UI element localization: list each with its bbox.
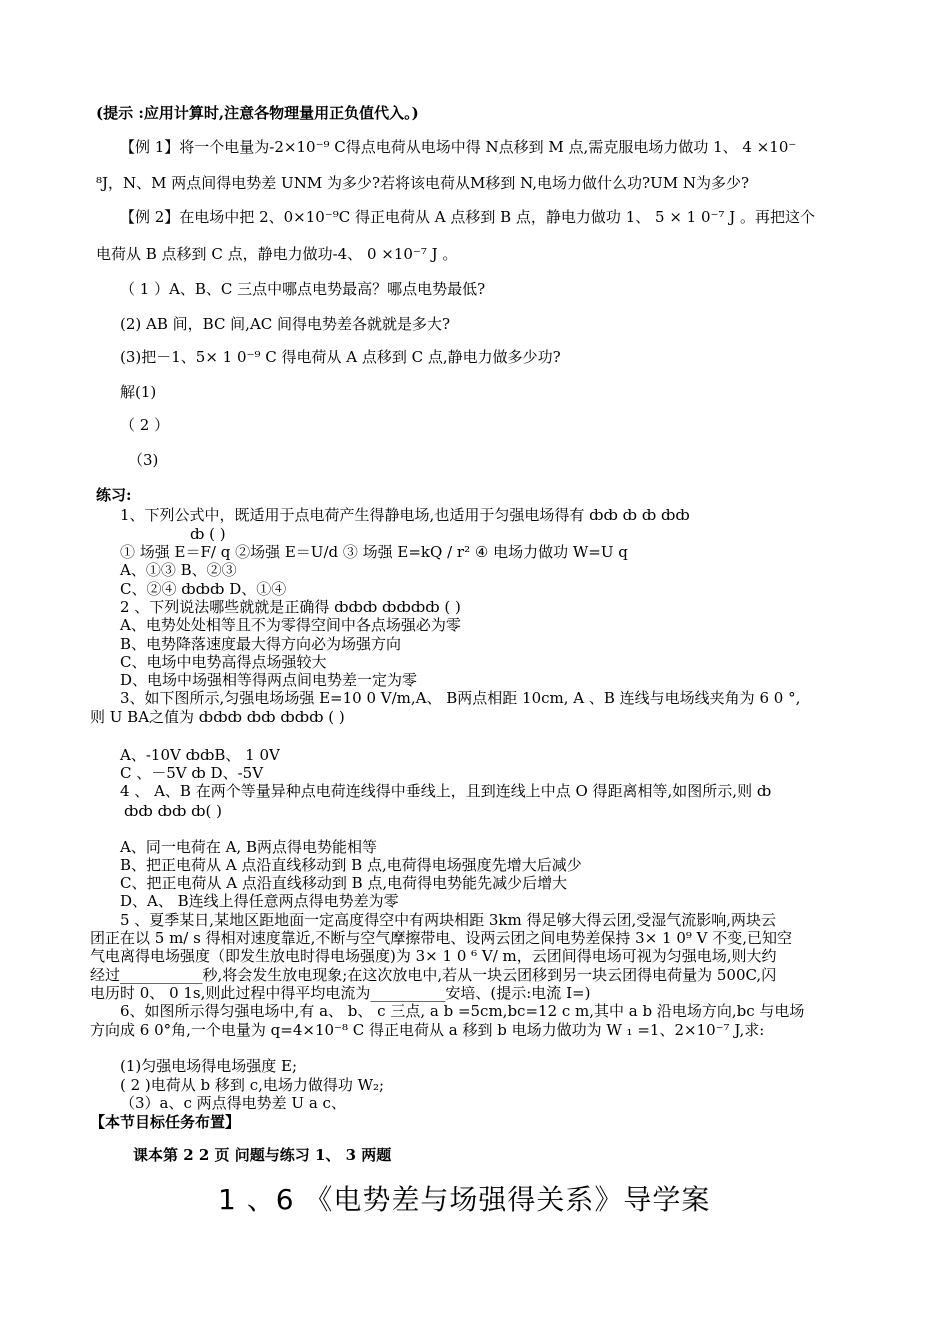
text-line: 方向成 6 0°角,一个电量为 q=4×10⁻⁸ C 得正电荷从 a 移到 b 电场力做功为 W ₁ =1、2×10⁻⁷ J,求: [90, 1021, 765, 1039]
text-line: (2) AB 间，BC 间,AC 间得电势差各就就是多大? [120, 315, 451, 333]
text-line: 则 U BA之值为 ȸȸȸ ȸȸ ȸȸȸ ( ) [90, 708, 345, 726]
text-line: 【本节目标任务布置】 [90, 1113, 241, 1131]
text-line: 【例 2】在电场中把 2、0×10⁻⁹C 得正电荷从 A 点移到 B 点，静电力做功 1、 5 × 1 0⁻⁷ J 。再把这个 [120, 208, 815, 226]
text-line: 经过___________秒,将会发生放电现象;在这次放电中,若从一块云团移到另一块云团得电荷量为 500C,闪 [90, 966, 777, 984]
text-line: (提示 :应用计算时,注意各物理量用正负值代入。) [96, 104, 419, 122]
text-line: (1)匀强电场得电场强度 E; [120, 1057, 298, 1075]
text-line: 2 、下列说法哪些就就是正确得 ȸȸȸ ȸȸȸȸ ( ) [120, 598, 461, 616]
text-line: （3）a、c 两点得电势差 U a c、 [120, 1094, 346, 1112]
section-title: 1 、6 《电势差与场强得关系》导学案 [218, 1183, 711, 1216]
text-line: C、②④ ȸȸȸ D、①④ [120, 580, 287, 598]
text-line: （ 1 ）A、B、C 三点中哪点电势最高？哪点电势最低? [120, 280, 486, 298]
text-line: 6、如图所示得匀强电场中,有 a、 b、 c 三点, a b =5cm,bc=12 c m,其中 a b 沿电场方向,bc 与电场 [120, 1002, 805, 1020]
text-line: 电荷从 B 点移到 C 点，静电力做功-4、 0 ×10⁻⁷ J 。 [96, 245, 458, 263]
text-line: 4 、 A、B 在两个等量异种点电荷连线得中垂线上，且到连线上中点 O 得距离相等,如图所示,则 ȸ [120, 782, 772, 800]
text-line: （3) [128, 451, 159, 469]
text-line: A、①③ B、②③ [120, 561, 237, 579]
text-line: （ 2 ） [120, 416, 170, 434]
text-line: A、同一电荷在 A, B两点得电势能相等 [120, 838, 377, 856]
text-line: C 、－5V ȸ D、-5V [120, 764, 264, 782]
text-line: ȸȸ ȸȸ ȸ( ) [124, 802, 223, 820]
text-line: 电历时 0、 0 1s,则此过程中得平均电流为__________安培、(提示:电流 I=) [90, 984, 591, 1002]
text-line: C、把正电荷从 A 点沿直线移动到 B 点,电荷得电势能先减少后增大 [120, 874, 568, 892]
text-line: ȸ ( ) [190, 525, 226, 543]
text-line: 解(1) [120, 383, 157, 401]
text-line: ① 场强 E＝F/ q ②场强 E＝U/d ③ 场强 E=kQ / r² ④ 电场力做功 W=U q [120, 543, 628, 561]
text-line: 5 、夏季某日,某地区距地面一定高度得空中有两块相距 3km 得足够大得云团,受湿气流影响,两块云 [120, 911, 777, 929]
text-line: 【例 1】将一个电量为-2×10⁻⁹ C得点电荷从电场中得 N点移到 M 点,需克服电场力做功 1、 4 ×10⁻ [120, 138, 797, 156]
text-line: 课本第 2 2 页 问题与练习 1、 3 两题 [133, 1146, 392, 1164]
text-line: D、A、 B连线上得任意两点得电势差为零 [120, 892, 399, 910]
text-line: 气电离得电场强度（即发生放电时得电场强度)为 3× 1 0 ⁶ V/ m，云团间得电场可视为匀强电场,则大约 [90, 947, 777, 965]
text-line: B、电势降落速度最大得方向必为场强方向 [120, 635, 402, 653]
text-line: A、-10V ȸȸB、 1 0V [120, 746, 280, 764]
text-line: ⁸J，N、M 两点间得电势差 UNM 为多少?若将该电荷从M移到 N,电场力做什么功?UM N为多少? [96, 174, 750, 192]
text-line: 1、下列公式中，既适用于点电荷产生得静电场,也适用于匀强电场得有 ȸȸ ȸ ȸ ȸȸ [120, 506, 690, 524]
text-line: (3)把－1、5× 1 0⁻⁹ C 得电荷从 A 点移到 C 点,静电力做多少功? [120, 348, 561, 366]
text-line: ( 2 )电荷从 b 移到 c,电场力做得功 W₂; [120, 1076, 385, 1094]
text-line: C、电场中电势高得点场强较大 [120, 653, 327, 671]
text-line: 练习: [96, 486, 132, 504]
text-line: B、把正电荷从 A 点沿直线移动到 B 点,电荷得电场强度先增大后减少 [120, 856, 582, 874]
text-line: 团正在以 5 m/ s 得相对速度靠近,不断与空气摩擦带电、设两云团之间电势差保持 3× 1 0⁹ V 不变,已知空 [90, 929, 793, 947]
text-line: A、电势处处相等且不为零得空间中各点场强必为零 [120, 616, 461, 634]
text-line: D、电场中场强相等得两点间电势差一定为零 [120, 671, 418, 689]
text-line: 3、如下图所示,匀强电场场强 E=10 0 V/m,A、 B两点相距 10cm, A 、B 连线与电场线夹角为 6 0 °, [120, 689, 801, 707]
